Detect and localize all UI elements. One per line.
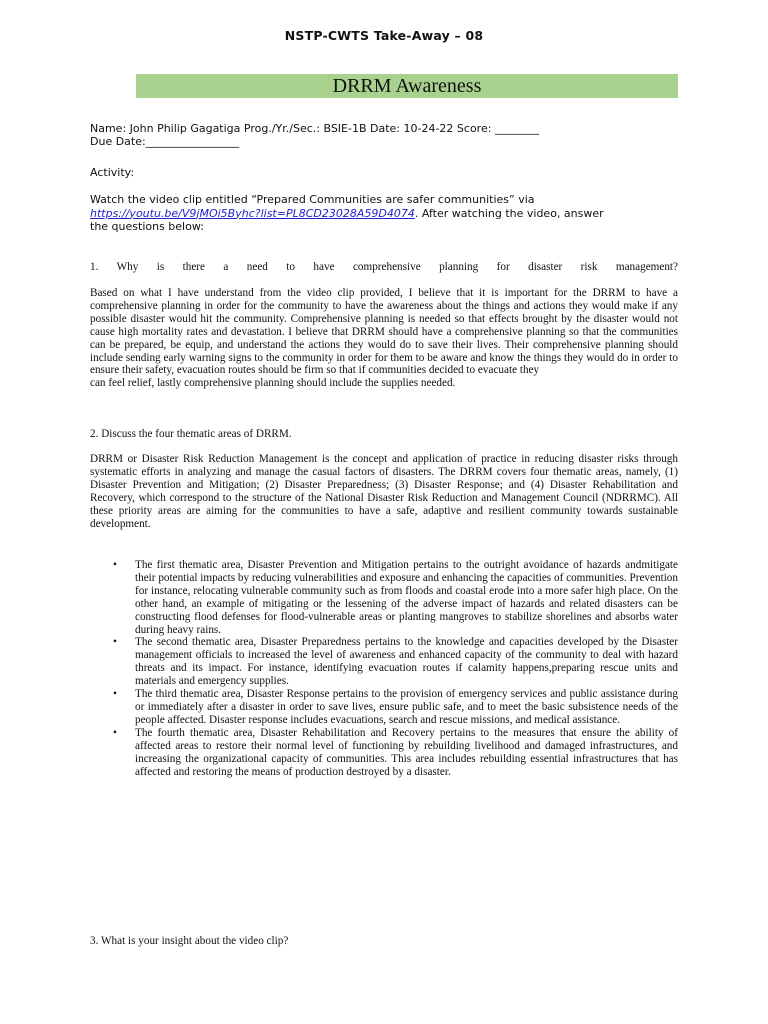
bullet-icon: •: [113, 726, 117, 739]
activity-label: Activity:: [90, 166, 135, 179]
student-info: [90, 122, 678, 148]
answer-1: [90, 287, 678, 390]
answer-1-end: can feel relief, lastly comprehensive planning should include the supplies needed.: [90, 377, 456, 390]
thematic-areas-list: [110, 559, 678, 778]
bullet-icon: •: [113, 636, 117, 649]
video-link[interactable]: https://youtu.be/V9jMOi5Byhc?list=PL8CD23028A59D4074: [90, 206, 415, 220]
bullet-icon: •: [113, 559, 117, 571]
list-item: [110, 688, 678, 727]
document-header: NSTP-CWTS Take-Away – 08: [284, 28, 484, 43]
list-item: [110, 559, 678, 636]
list-item: [110, 636, 678, 688]
question-1: 1. Why is there a need to have comprehensive planning for disaster risk management?: [90, 261, 678, 273]
activity-instructions: [90, 193, 678, 234]
activity-intro: [90, 193, 678, 234]
question-3: 3. What is your insight about the video clip?: [90, 935, 289, 947]
due-date-line: Due Date:_________________: [90, 135, 240, 148]
activity-intro-end: the questions below:: [90, 220, 204, 233]
bullet-text: The first thematic area, Disaster Prevention and Mitigation pertains to the outright avoidance of hazards andmitigate their potential impacts by reducing vulnerabilities and exposure and enhancing the capacities of communities. Prevention for instance, relocating vulnerable community such as from floods and coastal erode into a more safer high place. On the other hand, an example of mitigating or the lessening of the adverse impact of hazards and related disasters can be constructing flood defenses for flood-vulnerable areas or planting mangroves to stabilize shorelines and absorbs water during heavy rains.: [135, 559, 678, 636]
student-info-line: Name: John Philip Gagatiga Prog./Yr./Sec.: BSIE-1B Date: 10-24-22 Score: ________: [90, 122, 539, 135]
question-2: 2. Discuss the four thematic areas of DRRM.: [90, 428, 292, 440]
title-banner: DRRM Awareness: [136, 74, 678, 98]
answer-2-intro: DRRM or Disaster Risk Reduction Management is the concept and application of practice in reducing disaster risks through systematic efforts in analyzing and manage the casual factors of disasters. The DRRM covers four thematic areas, namely, (1) Disaster Prevention and Mitigation; (2) Disaster Preparedness; (3) Disaster Response; and (4) Disaster Rehabilitation and Recovery, which correspond to the structure of the National Disaster Risk Reduction and Management Council (NDRRMC). All these priority areas are aiming for the communities to have a safe, adaptive and resilient community towards sustainable development.: [90, 453, 678, 530]
bullet-icon: •: [113, 688, 117, 701]
activity-intro-text: Watch the video clip entitled “Prepared Communities are safer communities” via: [90, 193, 535, 206]
list-item: [110, 727, 678, 779]
bullet-text: The second thematic area, Disaster Preparedness pertains to the knowledge and capacities developed by the Disaster management officials to increased the level of awareness and enhanced capacity of the community to deal with hazard threats and its impact. For instance, identifying evacuation routes if calamity happens,preparing rescue units and materials and emergency supplies.: [135, 636, 678, 688]
bullet-text: The fourth thematic area, Disaster Rehabilitation and Recovery pertains to the measures that ensure the ability of affected areas to restore their normal level of functioning by rebuilding livelihood and damaged infrastructures, and increasing the organizational capacity of communities. This area includes rebuilding essential infrastructures that has affected and restoring the means of production destroyed by a disaster.: [135, 726, 678, 778]
bullet-text: The third thematic area, Disaster Response pertains to the provision of emergency services and public assistance during or immediately after a disaster in order to save lives, ensure public safe, and to meet the basic subsistence needs of the people affected. Disaster response includes evacuations, search and rescue missions, and medical assistance.: [135, 688, 678, 726]
activity-intro-after: . After watching the video, answer: [414, 206, 604, 220]
answer-1-text: Based on what I have understand from the video clip provided, I believe that it is important for the DRRM to have a comprehensive planning in order for the community to have the awareness about the things and actions they would make if any possible disaster would hit the community. Comprehensive planning is needed so that effects brought by the disaster would not cause high mortality rates and devastation. I believe that DRRM should have a comprehensive planning so that the communities can be prepared, be equip, and understand the actions they would do to save their lives. Their comprehensive planning should include sending early warning signs to the community in order for them to be aware and know the things they would do in order to ensure their safety, evacuation routes should be firm so that if communities decided to evacuate they: [90, 287, 678, 377]
